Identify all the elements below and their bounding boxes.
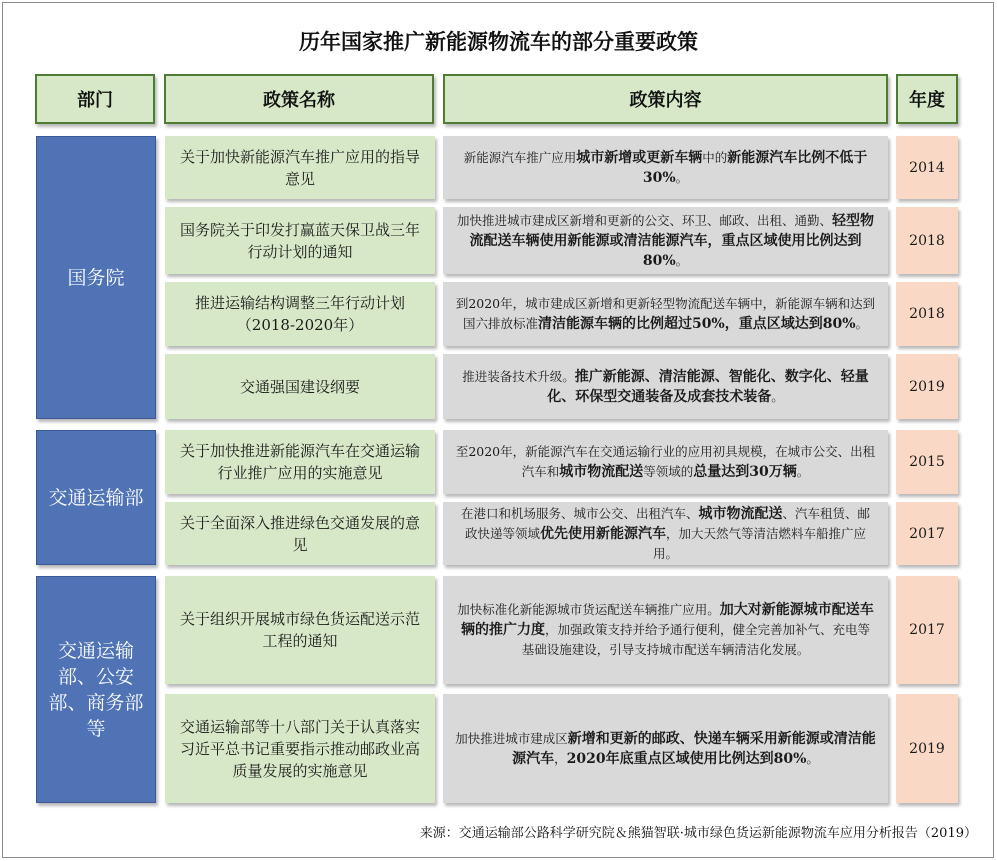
policy-year: 2018 (896, 207, 958, 274)
header-policy-name: 政策名称 (164, 74, 434, 124)
header-policy-content: 政策内容 (443, 74, 888, 124)
content-emphasis: 新增和更新的邮政、快递车辆采用新能源或清洁能源汽车 (512, 730, 876, 767)
content-emphasis: 城市物流配送 (559, 464, 644, 480)
policy-year: 2017 (896, 576, 958, 684)
policy-content (443, 282, 888, 346)
policy-content-text (455, 211, 876, 271)
content-text: 。 (806, 750, 819, 766)
policy-content-text (455, 729, 876, 769)
content-emphasis: 轻型物流配送车辆使用新能源或清洁能源汽车，重点区域使用比例达到80% (469, 212, 874, 269)
content-text: 。 (771, 388, 784, 404)
policy-year: 2019 (896, 354, 958, 419)
policy-name: 交通强国建设纲要 (165, 354, 435, 419)
policy-name: 关于加快新能源汽车推广应用的指导意见 (165, 136, 435, 199)
policy-name: 关于全面深入推进绿色交通发展的意见 (165, 502, 435, 565)
policy-content (443, 207, 888, 274)
source-note: 来源：交通运输部公路科学研究院＆熊猫智联·城市绿色货运新能源物流车应用分析报告（2019） (419, 826, 977, 841)
policy-content (443, 136, 888, 199)
content-text: 加快标准化新能源城市货运配送车辆推广应用。 (457, 602, 720, 617)
content-emphasis: 推广新能源、清洁能源、智能化、数字化、轻量化、环保型交通装备及成套技术装备 (547, 368, 869, 405)
policy-year: 2015 (896, 430, 958, 494)
policy-content-text (455, 600, 876, 660)
policy-year: 2019 (896, 694, 958, 803)
content-emphasis: 新能源汽车比例不低于30% (642, 149, 868, 186)
content-text: 加快推进城市建成区 (455, 730, 568, 746)
policy-name: 国务院关于印发打赢蓝天保卫战三年行动计划的通知 (165, 207, 435, 274)
content-emphasis: 城市新增或更新车辆 (576, 149, 703, 166)
content-text: 。 (855, 316, 869, 331)
policy-content-text (455, 294, 876, 334)
policy-name: 交通运输部等十八部门关于认真落实习近平总书记重要指示推动邮政业高质量发展的实施意见 (165, 694, 435, 803)
content-text: 在港口和机场服务、城市公交、出租汽车、 (460, 505, 699, 521)
content-text: 至2020年，新能源汽车在交通运输行业的应用初具规模，在城市公交、出租汽车和 (455, 444, 876, 479)
dept-ministry-of-transport: 交通运输部 (36, 430, 156, 565)
dept-joint-ministries: 交通运输部、公安部、商务部等 (36, 576, 156, 803)
content-text: 等领域的 (643, 464, 694, 479)
content-emphasis: 总量达到30万辆 (693, 464, 797, 480)
policy-year: 2018 (896, 282, 958, 346)
policy-content-text (455, 148, 876, 188)
policy-content (443, 576, 888, 684)
policy-content (443, 502, 888, 565)
dept-state-council: 国务院 (36, 136, 156, 419)
policy-name: 关于加快推进新能源汽车在交通运输行业推广应用的实施意见 (165, 430, 435, 494)
content-text: 。 (675, 252, 689, 268)
policy-content (443, 430, 888, 494)
content-text: 、汽车租赁、邮政快递等领域 (464, 505, 871, 541)
policy-name: 推进运输结构调整三年行动计划（2018-2020年） (165, 282, 435, 346)
content-emphasis: 城市物流配送 (698, 505, 783, 522)
content-emphasis: 清洁能源车辆的比例超过50%，重点区域达到80% (537, 316, 856, 332)
content-text: 到2020年，城市建成区新增和更新轻型物流配送车辆中，新能源车辆和达到国六排放标准 (455, 296, 876, 331)
policy-content (443, 354, 888, 419)
header-dept: 部门 (35, 74, 155, 124)
content-emphasis: 优先使用新能源汽车 (540, 525, 666, 542)
content-text: ，加大天然气等清洁燃料车船推广应用。 (652, 525, 867, 561)
policy-year: 2014 (896, 136, 958, 199)
policy-content (443, 694, 888, 803)
content-text: 推进装备技术升级。 (462, 368, 575, 384)
content-emphasis: 2020年底重点区域使用比例达到80% (566, 750, 807, 767)
header-year: 年度 (896, 74, 958, 124)
content-text: 。 (675, 169, 689, 185)
content-text: 加快推进城市建成区新增和更新的公交、环卫、邮政、出租、通勤、 (456, 212, 832, 228)
content-text: ，加强政策支持并给予通行便利，健全完善加补气、充电等基础设施建设，引导支持城市配送车辆清洁化发展。 (521, 622, 870, 657)
content-text: 新能源汽车推广应用 (463, 149, 577, 165)
policy-content-text (455, 504, 876, 564)
policy-content-text (455, 367, 876, 407)
policy-year: 2017 (896, 502, 958, 565)
content-text: 中的 (702, 149, 728, 165)
policy-content-text (455, 442, 876, 482)
content-text: ， (554, 750, 567, 766)
page-title: 历年国家推广新能源物流车的部分重要政策 (299, 30, 698, 54)
content-emphasis: 加大对新能源城市配送车辆的推广力度 (460, 602, 874, 638)
content-text: 。 (796, 464, 810, 479)
policy-name: 关于组织开展城市绿色货运配送示范工程的通知 (165, 576, 435, 684)
